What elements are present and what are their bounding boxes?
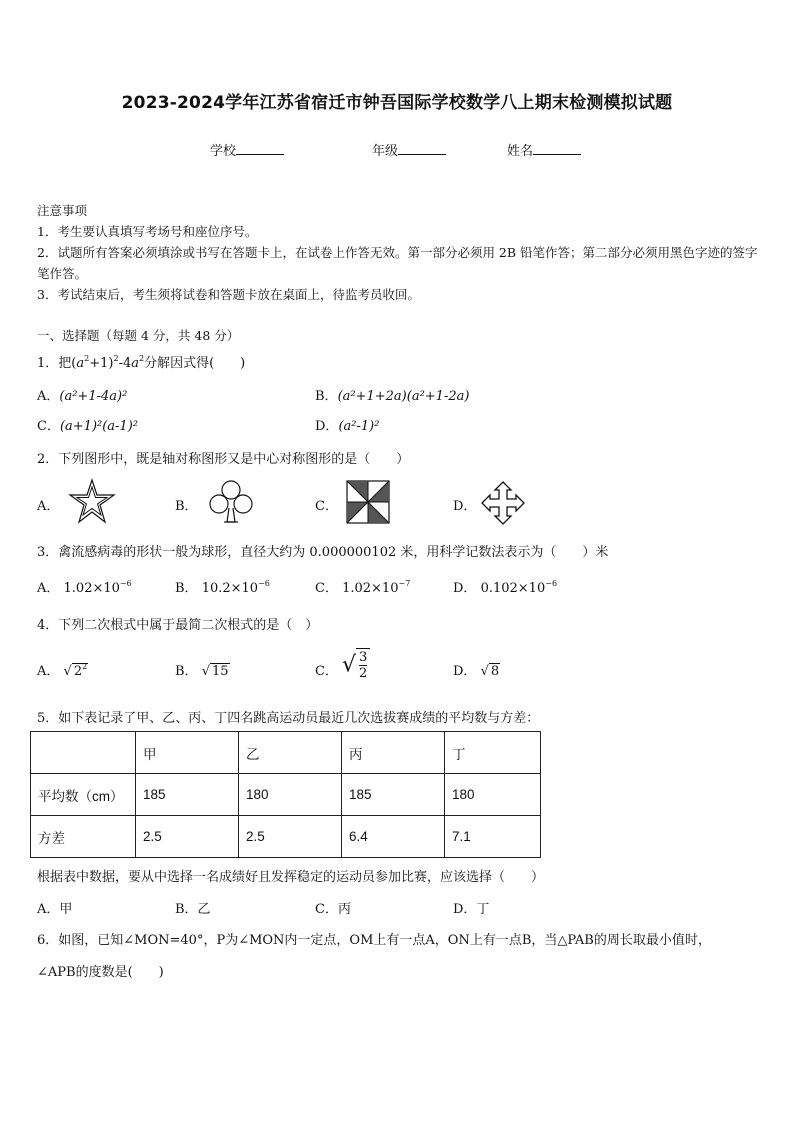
- table-header-row: [31, 732, 541, 774]
- q5-option-c[interactable]: C．丙: [315, 902, 351, 917]
- q5-score-table: [30, 731, 541, 858]
- q4-option-d[interactable]: D． √ 8: [453, 664, 500, 679]
- table-cell: 乙: [239, 732, 342, 774]
- table-cell: 180: [445, 774, 541, 816]
- four-arrows-icon: [480, 480, 526, 526]
- notice-item-2: 2．试题所有答案必须填涂或书写在答题卡上，在试卷上作答无效。第一部分必须用 2B 铅笔作答；第二部分必须用黑色字迹的签字笔作答。: [37, 245, 758, 281]
- notice-item-1: 1．考生要认真填写考场号和座位序号。: [37, 224, 258, 239]
- table-cell: 180: [239, 774, 342, 816]
- notice-heading: 注意事项: [37, 203, 88, 218]
- q4-option-c-radical: √ $\frac{3}{2}$: [342, 648, 370, 682]
- q3-option-d[interactable]: D． $0.102\times 10^{-6}$: [453, 579, 558, 596]
- q4-stem: 4．下列二次根式中属于最简二次根式的是（ ）: [37, 618, 319, 633]
- q1-option-b-text: (a²+1+2a)(a²+1-2a): [337, 389, 470, 404]
- page-title: 2023-2024学年江苏省宿迁市钟吾国际学校数学八上期末检测模拟试题: [121, 93, 673, 113]
- q2-option-b[interactable]: B．: [175, 499, 198, 514]
- q5-option-a[interactable]: A．甲: [37, 902, 73, 917]
- q3-option-b[interactable]: B． $10.2\times 10^{-6}$: [175, 579, 270, 596]
- table-cell: 6.4: [342, 816, 445, 858]
- q1-stem: 1．把$(a^2+1)^2-4a^2$分解因式得( ): [37, 354, 246, 371]
- school-blank: [236, 142, 284, 155]
- q1-option-d[interactable]: D．(a²-1)²: [315, 419, 380, 434]
- section-heading: 一、选择题（每题 4 分，共 48 分）: [37, 328, 240, 343]
- name-label: 姓名: [507, 144, 534, 159]
- table-cell: 方差: [31, 816, 136, 858]
- table-row: [31, 816, 541, 858]
- q3-stem: 3．禽流感病毒的形状一般为球形，直径大约为 0.000000102 米，用科学记数法表示为（ ）米: [37, 545, 609, 560]
- q2-option-c[interactable]: C．: [315, 499, 338, 514]
- q4-option-a[interactable]: A． √ $2^2$: [37, 662, 88, 679]
- q6-stem-line-2: ∠APB的度数是( ): [37, 965, 164, 980]
- q3-option-c[interactable]: C． $1.02\times 10^{-7}$: [315, 579, 411, 596]
- q1-option-a[interactable]: A．(a²+1-4a)²: [37, 389, 128, 404]
- pinwheel-icon: [346, 480, 390, 524]
- club-icon: [207, 478, 255, 526]
- table-cell: 7.1: [445, 816, 541, 858]
- table-cell: 甲: [136, 732, 239, 774]
- name-field: [507, 140, 581, 159]
- table-cell: [31, 732, 136, 774]
- q1-option-d-text: (a²-1)²: [338, 419, 380, 434]
- q1-option-b[interactable]: B．(a²+1+2a)(a²+1-2a): [315, 389, 470, 404]
- q4-option-b[interactable]: B． √ 15: [175, 664, 229, 679]
- grade-blank: [398, 142, 446, 155]
- grade-label: 年级: [372, 144, 399, 159]
- table-cell: 185: [342, 774, 445, 816]
- table-cell: 丁: [445, 732, 541, 774]
- q2-option-d[interactable]: D．: [453, 499, 477, 514]
- name-blank: [533, 142, 581, 155]
- q5-question: 根据表中数据，要从中选择一名成绩好且发挥稳定的运动员参加比赛，应该选择（ ）: [37, 870, 545, 885]
- q2-stem: 2．下列图形中，既是轴对称图形又是中心对称图形的是（ ）: [37, 452, 410, 467]
- table-cell: 2.5: [136, 816, 239, 858]
- q1-option-a-text: (a²+1-4a)²: [59, 389, 128, 404]
- notice-item-3: 3．考试结束后，考生须将试卷和答题卡放在桌面上，待监考员收回。: [37, 287, 420, 302]
- grade-field: [372, 140, 446, 159]
- q3-option-a[interactable]: A． $1.02\times 10^{-6}$: [37, 579, 132, 596]
- school-field: [210, 140, 284, 159]
- q4-option-c[interactable]: C．: [315, 664, 338, 679]
- q5-stem: 5．如下表记录了甲、乙、丙、丁四名跳高运动员最近几次选拔赛成绩的平均数与方差：: [37, 711, 540, 726]
- school-label: 学校: [210, 144, 237, 159]
- star-outline-icon: [68, 478, 116, 524]
- table-row: [31, 774, 541, 816]
- table-cell: 185: [136, 774, 239, 816]
- q1-option-c-text: (a+1)²(a-1)²: [59, 419, 138, 434]
- table-cell: 2.5: [239, 816, 342, 858]
- table-cell: 丙: [342, 732, 445, 774]
- q2-option-a[interactable]: A．: [37, 499, 60, 514]
- q5-option-d[interactable]: D．丁: [453, 902, 490, 917]
- q5-option-b[interactable]: B．乙: [175, 902, 211, 917]
- table-cell: 平均数（cm）: [31, 774, 136, 816]
- q1-option-c[interactable]: C．(a+1)²(a-1)²: [37, 419, 138, 434]
- q6-stem-line-1: 6．如图，已知∠MON=40°，P为∠MON内一定点，OM上有一点A，ON上有一点B，当△PAB的周长取最小值时，: [37, 933, 711, 948]
